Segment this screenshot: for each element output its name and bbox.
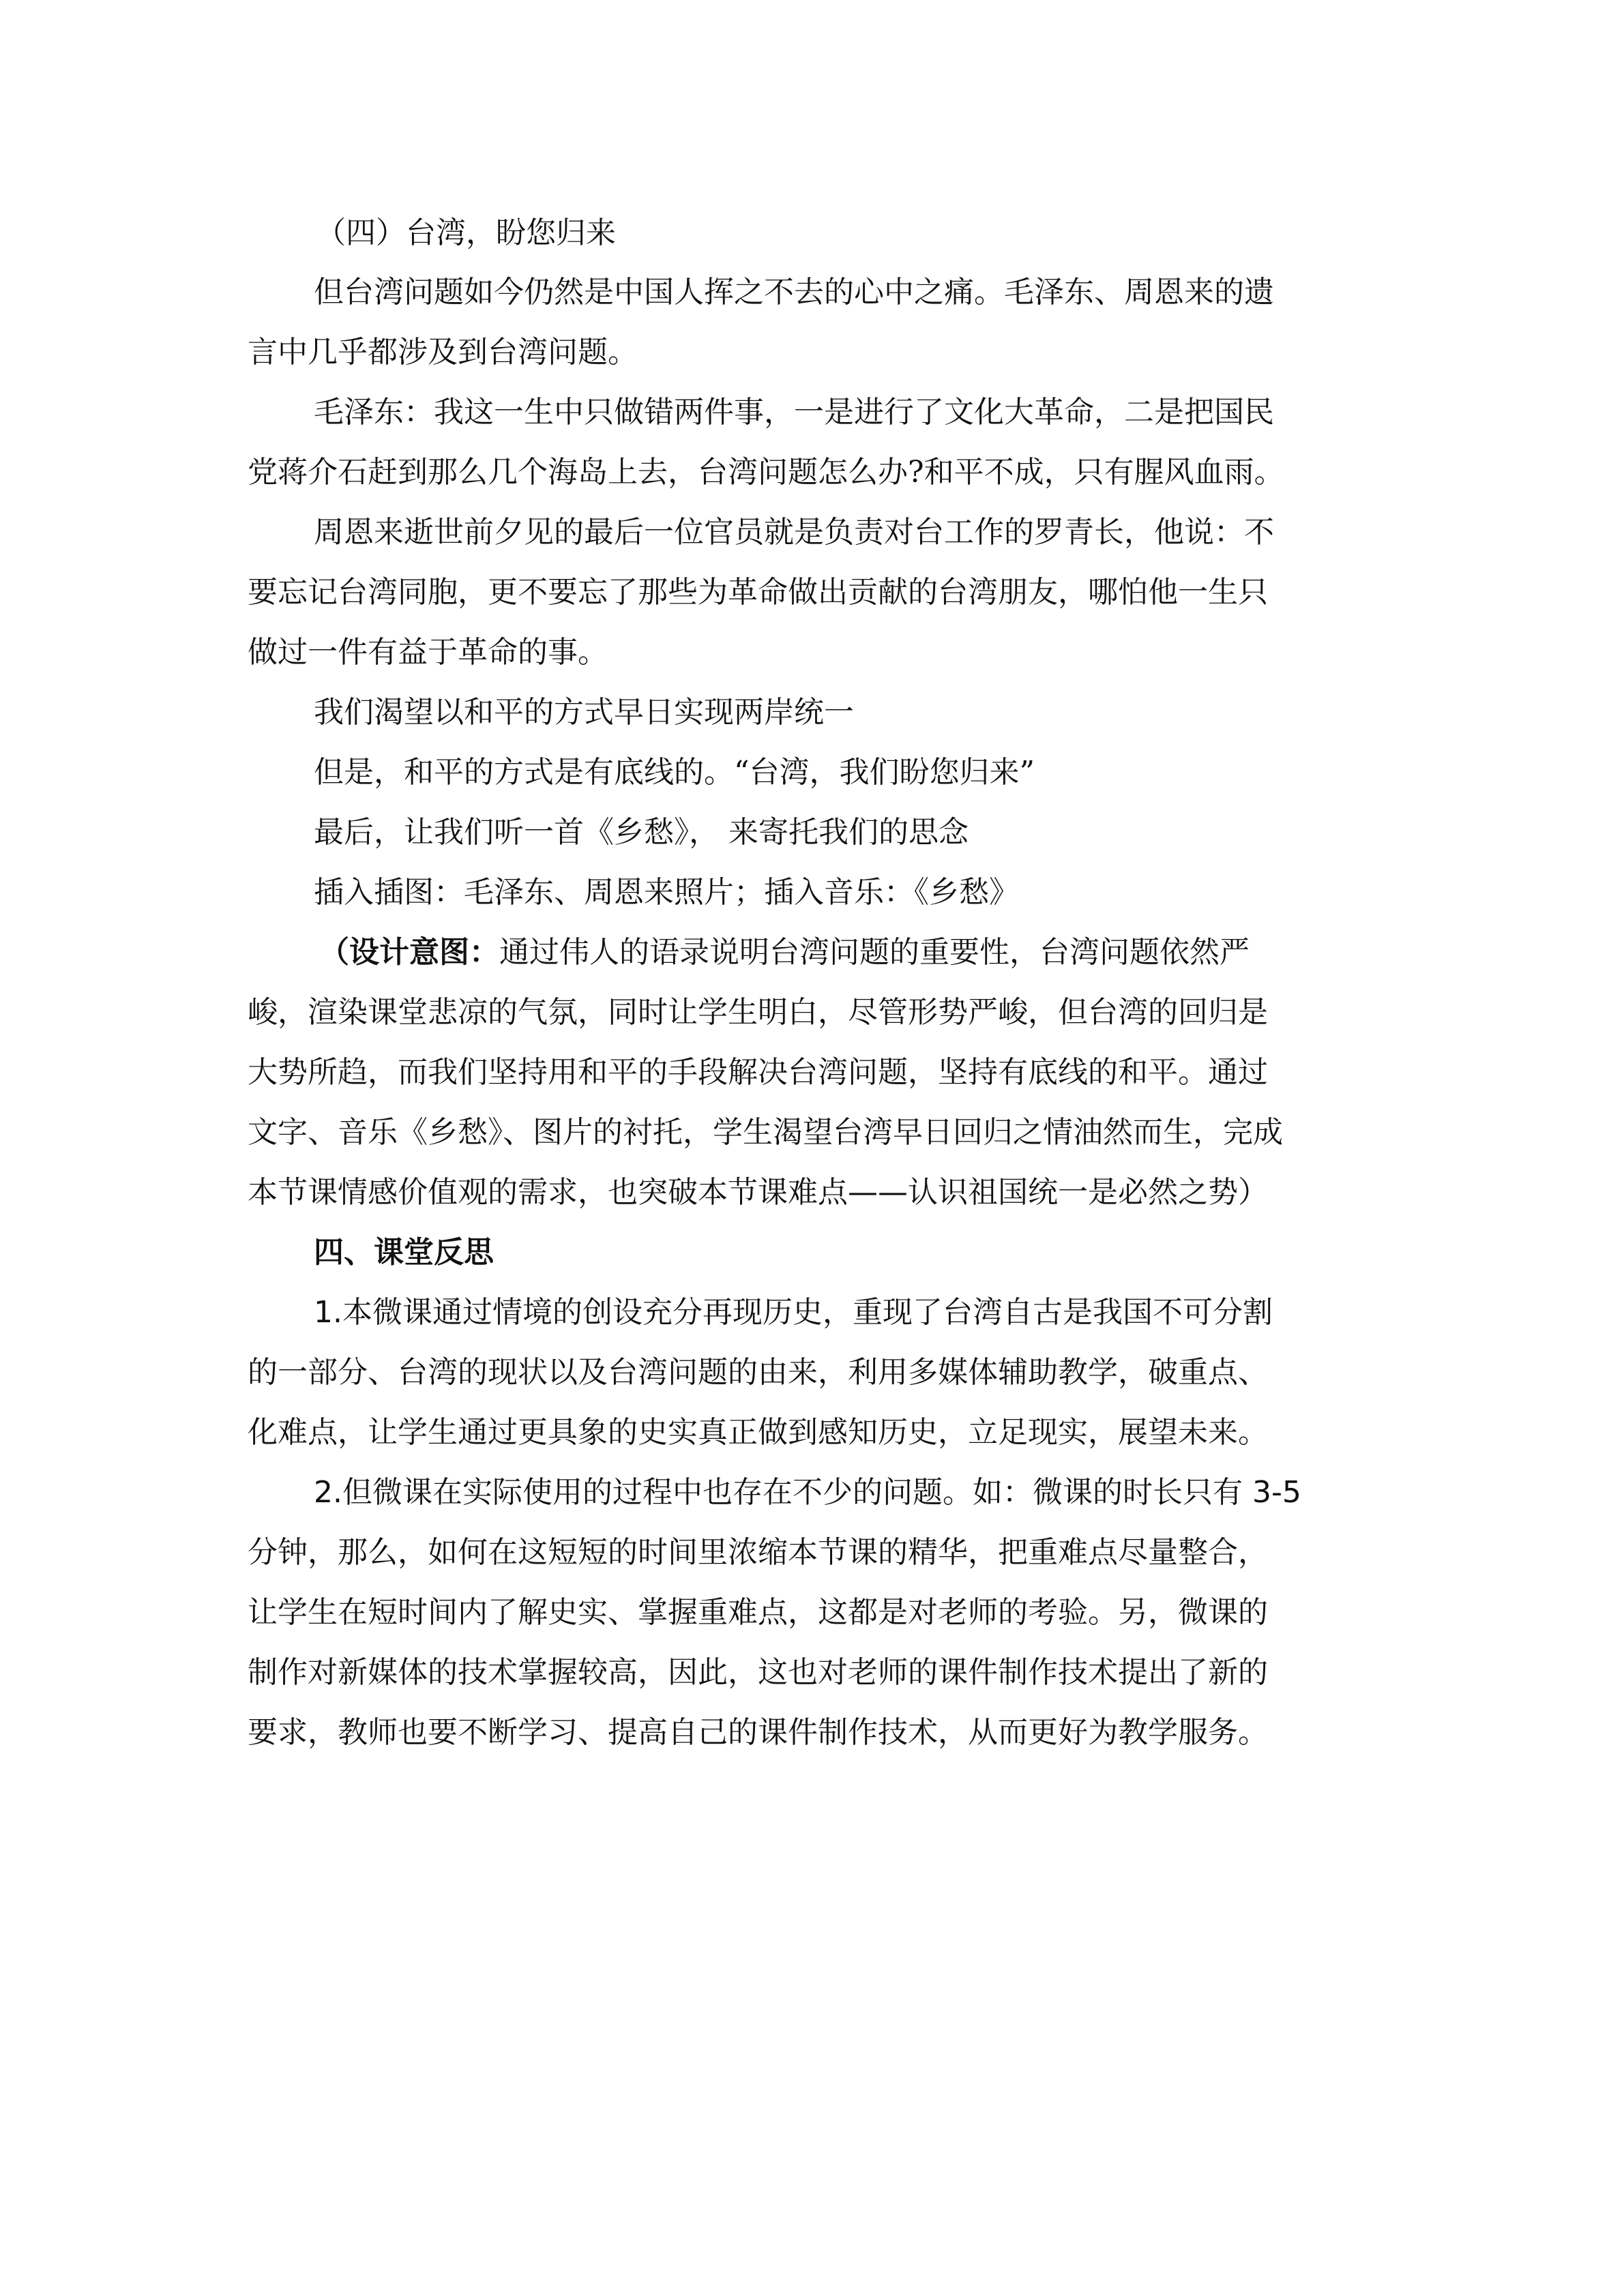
paragraph-1-line-1: 但台湾问题如今仍然是中国人挥之不去的心中之痛。毛泽东、周恩来的遗 (314, 275, 1274, 310)
paragraph-2-line-2: 党蒋介石赶到那么几个海岛上去，台湾问题怎么办?和平不成，只有腥风血雨。 (248, 455, 1284, 490)
design-intent-line-4: 文字、音乐《乡愁》、图片的衬托，学生渴望台湾早日回归之情油然而生，完成 (248, 1115, 1283, 1150)
design-intent-line-5: 本节课情感价值观的需求，也突破本节课难点——认识祖国统一是必然之势） (248, 1175, 1268, 1210)
reflection-2-line-5: 要求，教师也要不断学习、提高自己的课件制作技术，从而更好为教学服务。 (248, 1715, 1268, 1750)
design-intent-label: （设计意图： (319, 935, 499, 970)
paragraph-6: 最后，让我们听一首《乡愁》， 来寄托我们的思念 (314, 815, 969, 850)
paragraph-3-line-1: 周恩来逝世前夕见的最后一位官员就是负责对台工作的罗青长，他说：不 (314, 515, 1274, 550)
paragraph-2-line-1: 毛泽东：我这一生中只做错两件事，一是进行了文化大革命，二是把国民 (314, 395, 1274, 430)
reflection-2-line-2: 分钟，那么，如何在这短短的时间里浓缩本节课的精华，把重难点尽量整合， (248, 1535, 1268, 1570)
reflection-1-line-3: 化难点，让学生通过更具象的史实真正做到感知历史，立足现实，展望未来。 (248, 1415, 1268, 1450)
paragraph-5: 但是，和平的方式是有底线的。“台湾，我们盼您归来” (314, 755, 1035, 790)
paragraph-4: 我们渴望以和平的方式早日实现两岸统一 (314, 695, 854, 730)
design-intent-line-2: 峻，渲染课堂悲凉的气氛，同时让学生明白，尽管形势严峻，但台湾的回归是 (248, 995, 1268, 1030)
section-heading: （四）台湾，盼您归来 (316, 215, 616, 250)
design-intent-line-3: 大势所趋，而我们坚持用和平的手段解决台湾问题，坚持有底线的和平。通过 (248, 1055, 1268, 1090)
reflection-2-line-3: 让学生在短时间内了解史实、掌握重难点，这都是对老师的考验。另，微课的 (248, 1595, 1268, 1630)
reflection-1-line-1: 1.本微课通过情境的创设充分再现历史，重现了台湾自古是我国不可分割 (314, 1295, 1273, 1330)
paragraph-3-line-2: 要忘记台湾同胞，更不要忘了那些为革命做出贡献的台湾朋友，哪怕他一生只 (248, 575, 1268, 610)
paragraph-1-line-2: 言中几乎都涉及到台湾问题。 (248, 335, 638, 370)
paragraph-7: 插入插图：毛泽东、周恩来照片；插入音乐：《乡愁》 (314, 875, 1019, 910)
reflection-heading: 四、课堂反思 (314, 1235, 494, 1270)
paragraph-3-line-3: 做过一件有益于革命的事。 (248, 635, 608, 670)
reflection-2-line-4: 制作对新媒体的技术掌握较高，因此，这也对老师的课件制作技术提出了新的 (248, 1655, 1268, 1690)
design-intent-line-1 (319, 932, 1250, 973)
design-intent-text: 通过伟人的语录说明台湾问题的重要性，台湾问题依然严 (499, 935, 1250, 970)
reflection-1-line-2: 的一部分、台湾的现状以及台湾问题的由来，利用多媒体辅助教学，破重点、 (248, 1355, 1268, 1390)
reflection-2-line-1: 2.但微课在实际使用的过程中也存在不少的问题。如：微课的时长只有 3-5 (314, 1475, 1301, 1510)
